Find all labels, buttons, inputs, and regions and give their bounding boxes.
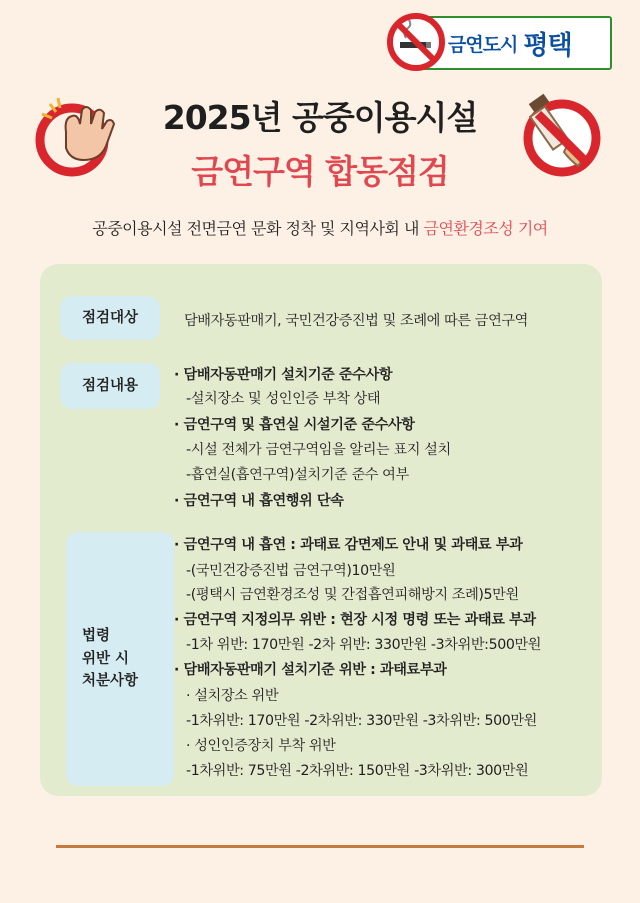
penalty-line: · 금연구역 내 흡연 : 과태료 감면제도 안내 및 과태료 부과: [174, 537, 523, 553]
penalty-line: · 담배자동판매기 설치기준 위반 : 과태료부과: [174, 662, 447, 678]
penalty-label-line: 법령: [82, 628, 111, 645]
penalty-label-line: 위반 시: [82, 650, 130, 667]
content-line: · 금연구역 및 흡연실 시설기준 준수사항: [174, 417, 415, 433]
penalty-line: -1차위반: 75만원 -2차위반: 150만원 -3차위반: 300만원: [186, 763, 529, 779]
penalty-line: -1차위반: 170만원 -2차위반: 330만원 -3차위반: 500만원: [186, 713, 537, 729]
page-title: 2025년 공중이용시설: [162, 98, 478, 137]
purpose-statement: [0, 216, 640, 239]
target-label: 점검대상: [60, 296, 160, 340]
page-subtitle-red: 금연구역 합동점검: [191, 152, 449, 191]
content-line: -흡연실(흡연구역)설치기준 준수 여부: [186, 467, 409, 483]
logo-box: [420, 16, 612, 70]
penalty-line: · 설치장소 위반: [186, 688, 279, 704]
content-line: · 금연구역 내 흡연행위 단속: [174, 493, 344, 509]
logo-sub-text: 금연도시: [448, 33, 518, 56]
content-label: 점검내용: [60, 363, 160, 409]
content-line: -시설 전체가 금연구역임을 알리는 표지 설치: [186, 442, 451, 458]
penalty-line: -(평택시 금연환경조성 및 간접흡연피해방지 조례)5만원: [186, 587, 519, 603]
bottom-divider: [56, 845, 584, 848]
penalty-label: [66, 532, 174, 786]
info-panel: [40, 264, 602, 796]
purpose-text: 공중이용시설 전면금연 문화 정착 및 지역사회 내: [92, 219, 424, 238]
penalty-label-line: 처분사항: [82, 673, 139, 690]
purpose-highlight: 금연환경조성 기여: [423, 219, 548, 238]
target-text: 담배자동판매기, 국민건강증진법 및 조례에 따른 금연구역: [184, 313, 528, 329]
logo-main-text: 평택: [523, 30, 572, 61]
city-logo: [386, 12, 612, 72]
penalty-line: -1차 위반: 170만원 -2차 위반: 330만원 -3차위반:500만원: [186, 637, 542, 653]
no-smoking-icon: [386, 12, 446, 72]
penalty-line: -(국민건강증진법 금연구역)10만원: [186, 563, 396, 579]
content-line: · 담배자동판매기 설치기준 준수사항: [174, 367, 393, 383]
penalty-line: · 성인인증장치 부착 위반: [186, 738, 336, 754]
content-line: -설치장소 및 성인인증 부착 상태: [186, 391, 381, 407]
penalty-line: · 금연구역 지정의무 위반 : 현장 시정 명령 또는 과태료 부과: [174, 612, 536, 628]
